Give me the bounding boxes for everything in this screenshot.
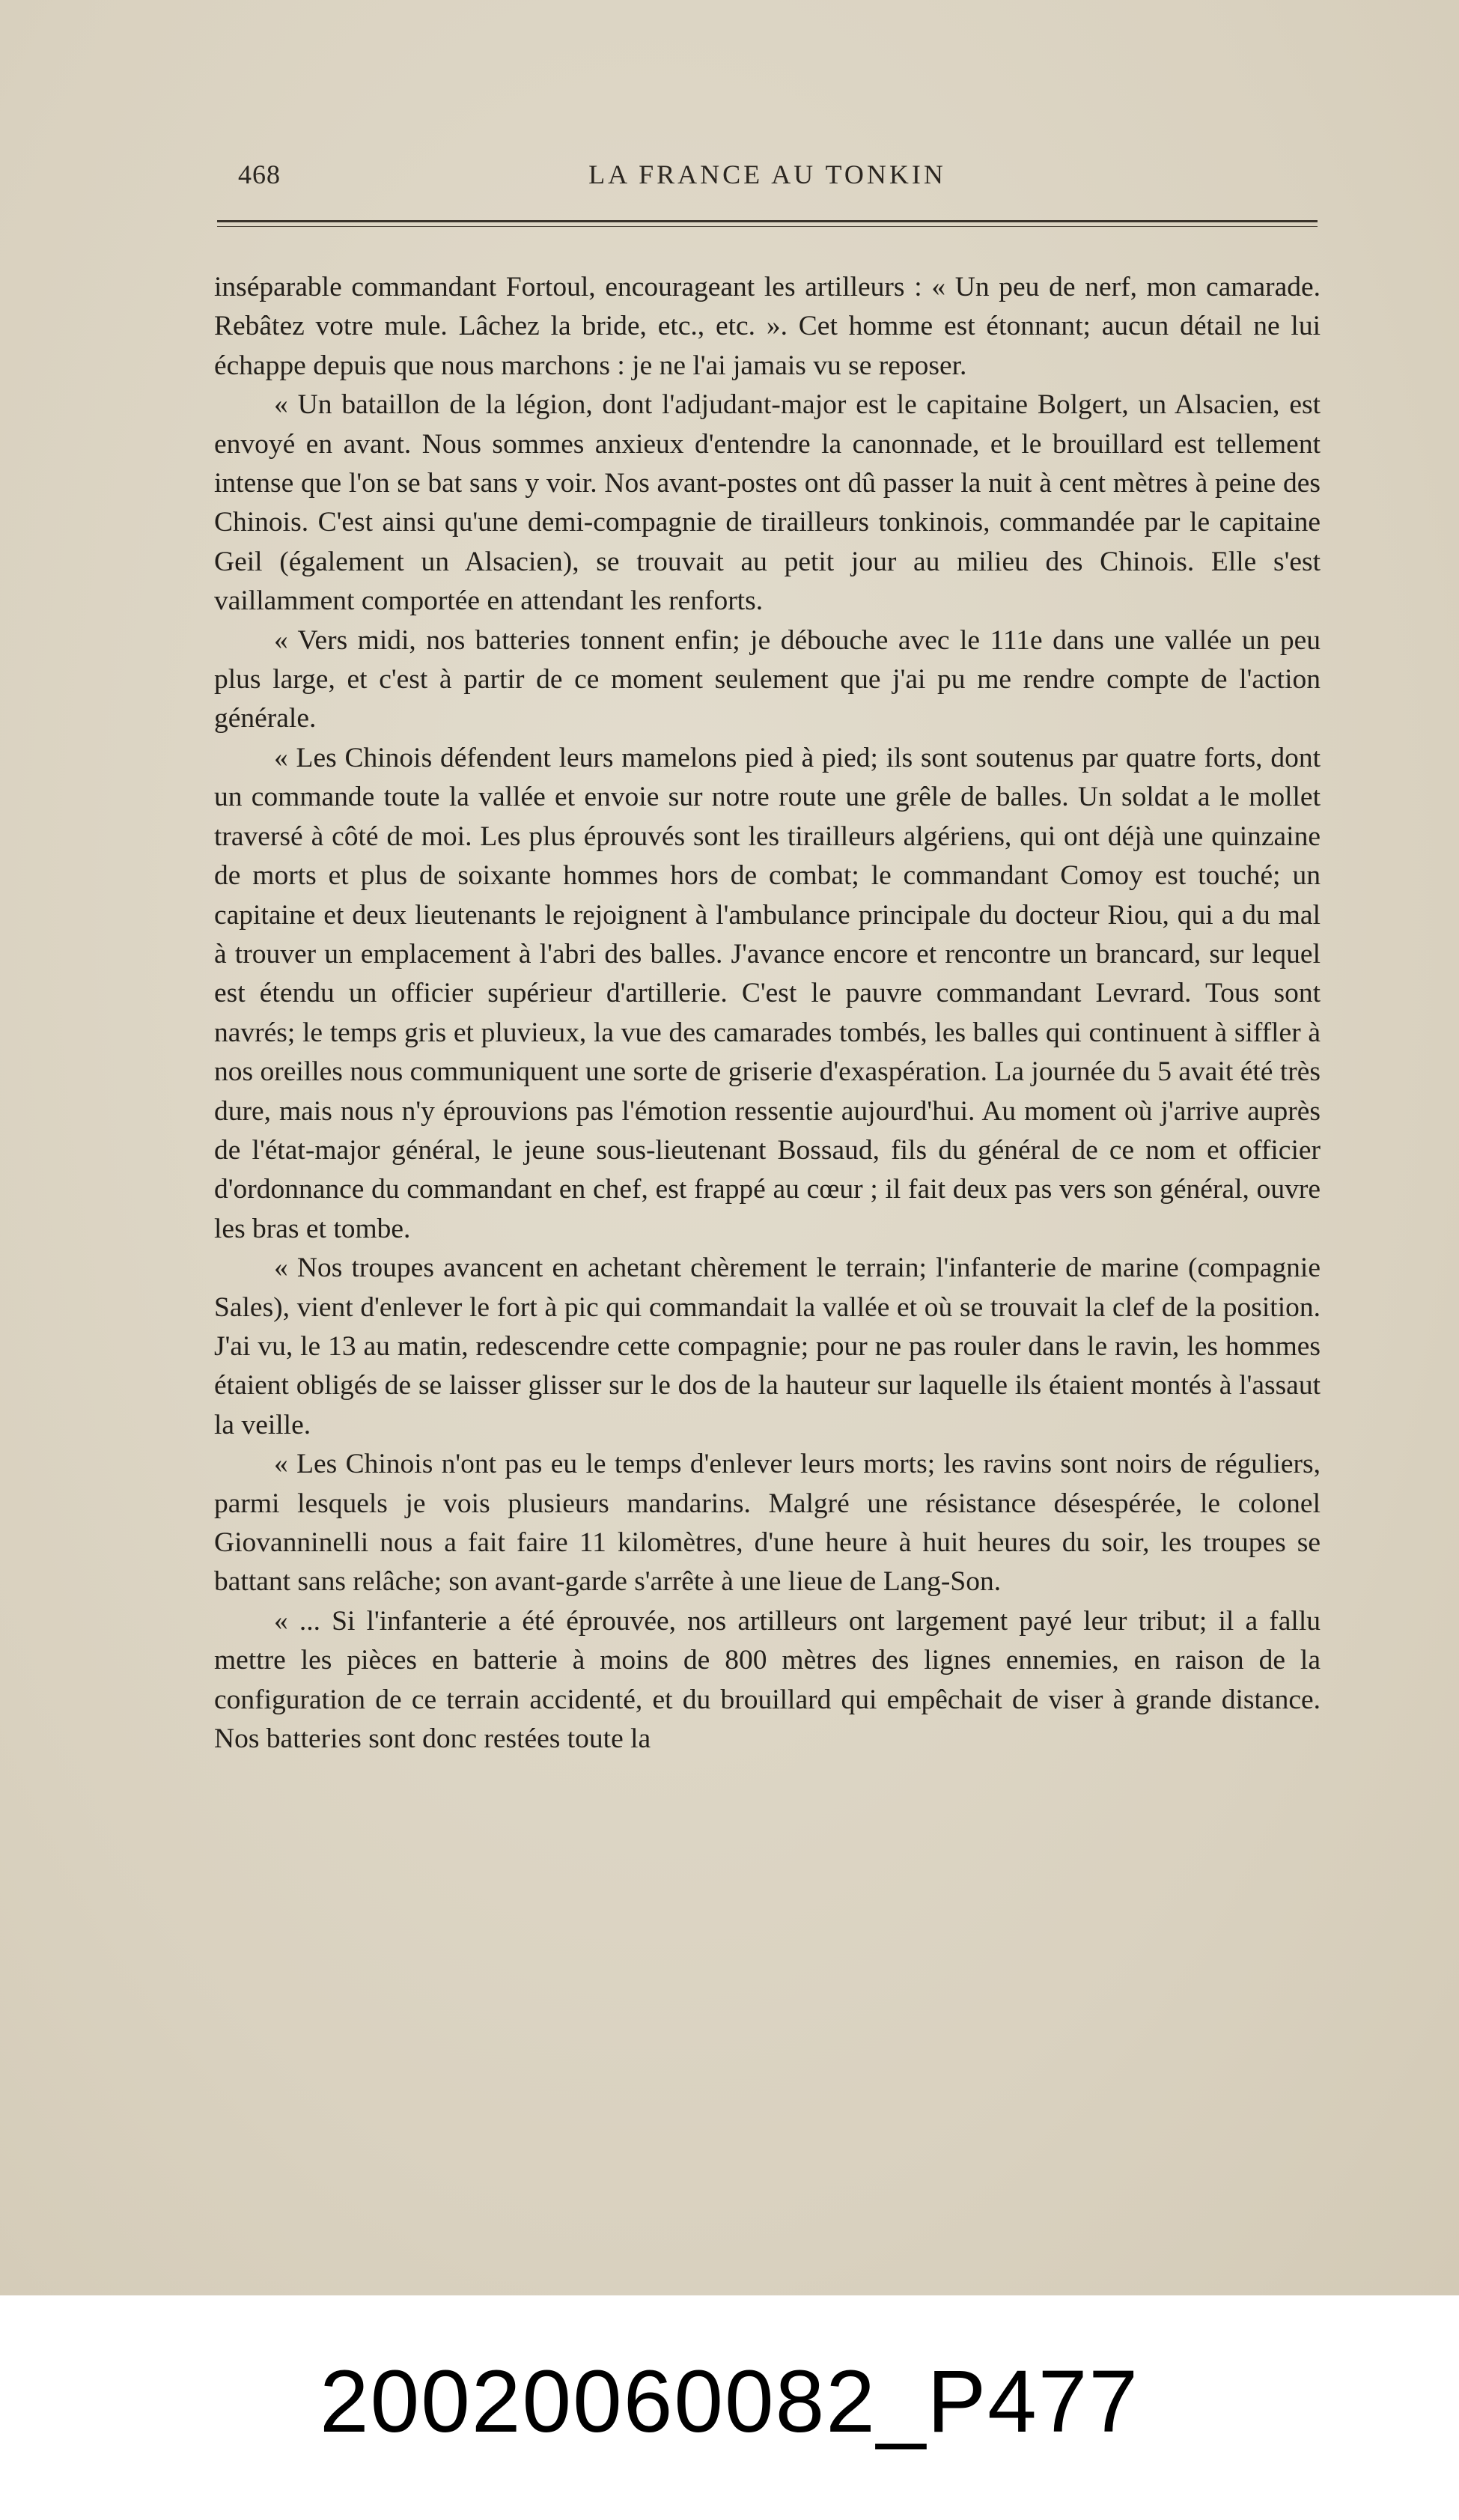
paragraph: « Les Chinois n'ont pas eu le temps d'enlever leurs morts; les ravins sont noirs de réguliers, parmi lesquels je vois plusieurs mandarins. Malgré une résistance désespérée, le colonel Giovanninelli nous a fait faire 11 kilomètres, d'une heure à huit heures du soir, les troupes se battant sans relâche; son avant-garde s'arrête à une lieue de Lang-Son.: [214, 1449, 1321, 1598]
paragraph: « Un bataillon de la légion, dont l'adjudant-major est le capitaine Bolgert, un Alsacien, est envoyé en avant. Nous sommes anxieux d'entendre la canonnade, et le brouillard est tellement intense que l'on se bat sans y voir. Nos avant-postes ont dû passer la nuit à cent mètres à peine des Chinois. C'est ainsi qu'une demi-compagnie de tirailleurs tonkinois, commandée par le capitaine Geil (également un Alsacien), se trouvait au petit jour au milieu des Chinois. Elle s'est vaillamment comportée en attendant les renforts.: [214, 389, 1321, 617]
header-rule: [217, 220, 1318, 222]
running-title: LA FRANCE AU TONKIN: [588, 159, 946, 189]
header-rule-thin: [217, 226, 1318, 227]
paragraph: « ... Si l'infanterie a été éprouvée, nos artilleurs ont largement payé leur tribut; il a fallu mettre les pièces en batterie à moins de 800 mètres des lignes ennemies, en raison de la configuration de ce terrain accidenté, et du brouillard qui empêchait de viser à grande distance. Nos batteries sont donc restées toute la: [214, 1605, 1321, 1755]
caption: [0, 2351, 1459, 2453]
paragraph: inséparable commandant Fortoul, encourageant les artilleurs : « Un peu de nerf, mon camarade. Rebâtez votre mule. Lâchez la bride, etc., etc. ». Cet homme est étonnant; aucun détail ne lui échappe depuis que nous marchons : je ne l'ai jamais vu se reposer.: [214, 272, 1321, 381]
page-number: 468: [238, 159, 281, 189]
paragraph: « Les Chinois défendent leurs mamelons pied à pied; ils sont soutenus par quatre forts, dont un commande toute la vallée et envoie sur notre route une grêle de balles. Un soldat a le mollet traversé à côté de moi. Les plus éprouvés sont les tirailleurs algériens, qui ont déjà une quinzaine de morts et plus de soixante hommes hors de combat; le commandant Comoy est touché; un capitaine et deux lieutenants le rejoignent à l'ambulance principale du docteur Riou, qui a du mal à trouver un emplacement à l'abri des balles. J'avance encore et rencontre un brancard, sur lequel est étendu un officier supérieur d'artillerie. C'est le pauvre commandant Levrard. Tous sont navrés; le temps gris et pluvieux, la vue des camarades tombés, les balles qui continuent à siffler à nos oreilles nous communiquent une sorte de griserie d'exaspération. La journée du 5 avait été très dure, mais nous n'y éprouvions pas l'émotion ressentie aujourd'hui. Au moment où j'arrive auprès de l'état-major général, le jeune sous-lieutenant Bossaud, fils du général de ce nom et officier d'ordonnance du commandant en chef, est frappé au cœur ; il fait deux pas vers son général, ouvre les bras et tombe.: [214, 742, 1321, 1244]
paragraph: « Vers midi, nos batteries tonnent enfin; je débouche avec le 111e dans une vallée un peu plus large, et c'est à partir de ce moment seulement que j'ai pu me rendre compte de l'action générale.: [214, 624, 1321, 734]
body-text: [214, 268, 1321, 1759]
caption-text: 20020060082_P477: [319, 2352, 1140, 2451]
paragraph: « Nos troupes avancent en achetant chèrement le terrain; l'infanterie de marine (compagnie Sales), vient d'enlever le fort à pic qui commandait la vallée et où se trouvait la clef de la position. J'ai vu, le 13 au matin, redescendre cette compagnie; pour ne pas rouler dans le ravin, les hommes étaient obligés de se laisser glisser sur le dos de la hauteur sur laquelle ils étaient montés à l'assaut la veille.: [214, 1253, 1321, 1440]
page-header: [217, 159, 1318, 204]
